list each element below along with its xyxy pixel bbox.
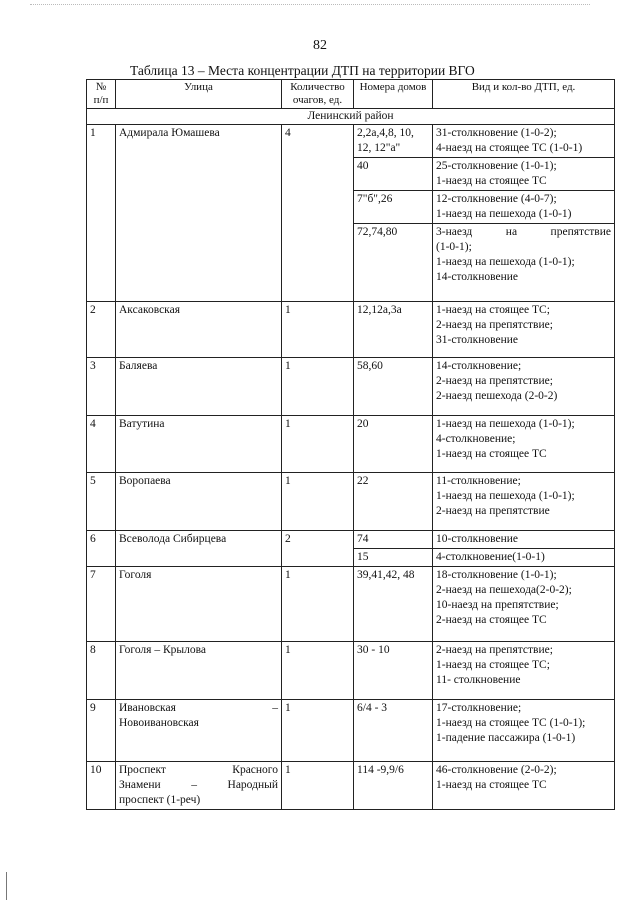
houses-cell: 6/4 - 3 [354,700,433,762]
page-number: 82 [313,38,327,53]
accident-line: 1-наезд на пешехода (1-0-1); [436,490,575,502]
accident-line: 14-столкновение [436,271,519,283]
accident-table [86,79,615,810]
table-row [87,125,615,158]
accident-types-cell [433,531,615,549]
accident-types-cell [433,642,615,700]
accident-line: 1-падение пассажира (1-0-1) [436,732,576,744]
accident-line: 1-наезд на пешехода (1-0-1) [436,208,572,220]
table-row [87,700,615,762]
count-cell: 1 [282,358,354,416]
accident-line: 46-столкновение (2-0-2); [436,764,557,776]
count-cell: 2 [282,531,354,567]
accident-line: 18-столкновение (1-0-1); [436,569,557,581]
row-number: 1 [87,125,116,302]
street-cell: Гоголя [116,567,282,642]
houses-cell: 30 - 10 [354,642,433,700]
accident-line: 2-наезд пешехода (2-0-2) [436,390,558,402]
row-number: 3 [87,358,116,416]
accident-line: 2-наезд на препятствие; [436,644,553,656]
table-row [87,762,615,810]
street-cell: Аксаковская [116,302,282,358]
accident-line: 17-столкновение; [436,702,522,714]
header-houses: Номера домов [354,80,433,109]
accident-line: 2-наезд на препятствие [436,505,550,517]
houses-cell: 39,41,42, 48 [354,567,433,642]
accident-types-cell [433,358,615,416]
houses-cell: 22 [354,473,433,531]
table-row [87,567,615,642]
accident-line: 3-наезд на препятствие [436,226,611,238]
houses-cell: 40 [354,158,433,191]
accident-line: 1-наезд на стоящее ТС; [436,659,550,671]
row-number: 5 [87,473,116,531]
accident-line: 2-наезд на пешехода(2-0-2); [436,584,572,596]
accident-line: 1-наезд на стоящее ТС; [436,304,550,316]
accident-types-cell [433,549,615,567]
accident-types-cell [433,191,615,224]
accident-line: 12-столкновение (4-0-7); [436,193,557,205]
count-cell: 1 [282,567,354,642]
street-cell: Всеволода Сибирцева [116,531,282,567]
scan-artifact-left [6,872,7,900]
accident-line: (1-0-1); [436,241,472,253]
accident-types-cell [433,416,615,473]
table-caption: Таблица 13 – Места концентрации ДТП на территории ВГО [130,63,475,78]
accident-line: 31-столкновение [436,334,519,346]
accident-types-cell [433,473,615,531]
houses-cell: 114 -9,9/6 [354,762,433,810]
district-row [87,109,615,125]
count-cell: 1 [282,416,354,473]
table-row [87,416,615,473]
accident-line: 14-столкновение; [436,360,522,372]
table-row [87,358,615,416]
accident-line: 1-наезд на стоящее ТС (1-0-1); [436,717,586,729]
header-count: Количество очагов, ед. [282,80,354,109]
table-row [87,473,615,531]
table-row [87,642,615,700]
row-number: 6 [87,531,116,567]
count-cell: 1 [282,762,354,810]
accident-types-cell [433,302,615,358]
accident-line: 1-наезд на пешехода (1-0-1); [436,418,575,430]
accident-line: 25-столкновение (1-0-1); [436,160,557,172]
accident-line: 1-наезд на стоящее ТС [436,175,547,187]
accident-line: 10-столкновение [436,533,519,545]
houses-cell: 72,74,80 [354,224,433,302]
accident-line: 2-наезд на препятствие; [436,375,553,387]
accident-line: 4-столкновение; [436,433,516,445]
street-cell: Адмирала Юмашева [116,125,282,302]
accident-line: 2-наезд на стоящее ТС [436,614,547,626]
houses-cell: 58,60 [354,358,433,416]
table-row [87,302,615,358]
accident-types-cell [433,762,615,810]
accident-types-cell [433,158,615,191]
count-cell: 1 [282,700,354,762]
accident-line: 4-наезд на стоящее ТС (1-0-1) [436,142,583,154]
accident-line: 1-наезд на стоящее ТС [436,779,547,791]
houses-cell: 74 [354,531,433,549]
street-cell: Баляева [116,358,282,416]
count-cell: 1 [282,302,354,358]
accident-types-cell [433,224,615,302]
accident-line: 11-столкновение; [436,475,521,487]
street-line: Новоивановская [119,717,199,729]
street-line: Ивановская – [119,702,278,714]
district-label: Ленинский район [87,109,615,125]
accident-types-cell [433,700,615,762]
table-header-row [87,80,615,109]
street-cell [116,700,282,762]
street-cell [116,762,282,810]
accident-line: 4-столкновение(1-0-1) [436,551,545,563]
row-number: 4 [87,416,116,473]
houses-cell: 12,12а,3а [354,302,433,358]
accident-line: 31-столкновение (1-0-2); [436,127,557,139]
header-street: Улица [116,80,282,109]
houses-cell: 15 [354,549,433,567]
count-cell: 4 [282,125,354,302]
street-cell: Воропаева [116,473,282,531]
scan-artifact-top [30,4,590,6]
houses-cell: 20 [354,416,433,473]
accident-types-cell [433,567,615,642]
row-number: 8 [87,642,116,700]
count-cell: 1 [282,642,354,700]
row-number: 7 [87,567,116,642]
accident-line: 2-наезд на препятствие; [436,319,553,331]
accident-line: 11- столкновение [436,674,521,686]
street-cell: Ватутина [116,416,282,473]
row-number: 9 [87,700,116,762]
street-cell: Гоголя – Крылова [116,642,282,700]
table-row [87,531,615,549]
houses-cell: 2,2а,4,8, 10, 12, 12"а" [354,125,433,158]
street-line: проспект (1-реч) [119,794,201,806]
header-types: Вид и кол-во ДТП, ед. [433,80,615,109]
street-line: Знамени – Народный [119,779,278,791]
street-line: Проспект Красного [119,764,278,776]
accident-line: 1-наезд на стоящее ТС [436,448,547,460]
row-number: 10 [87,762,116,810]
count-cell: 1 [282,473,354,531]
accident-line: 10-наезд на препятствие; [436,599,559,611]
accident-line: 1-наезд на пешехода (1-0-1); [436,256,575,268]
header-num: № п/п [87,80,116,109]
row-number: 2 [87,302,116,358]
accident-types-cell [433,125,615,158]
houses-cell: 7"б",26 [354,191,433,224]
